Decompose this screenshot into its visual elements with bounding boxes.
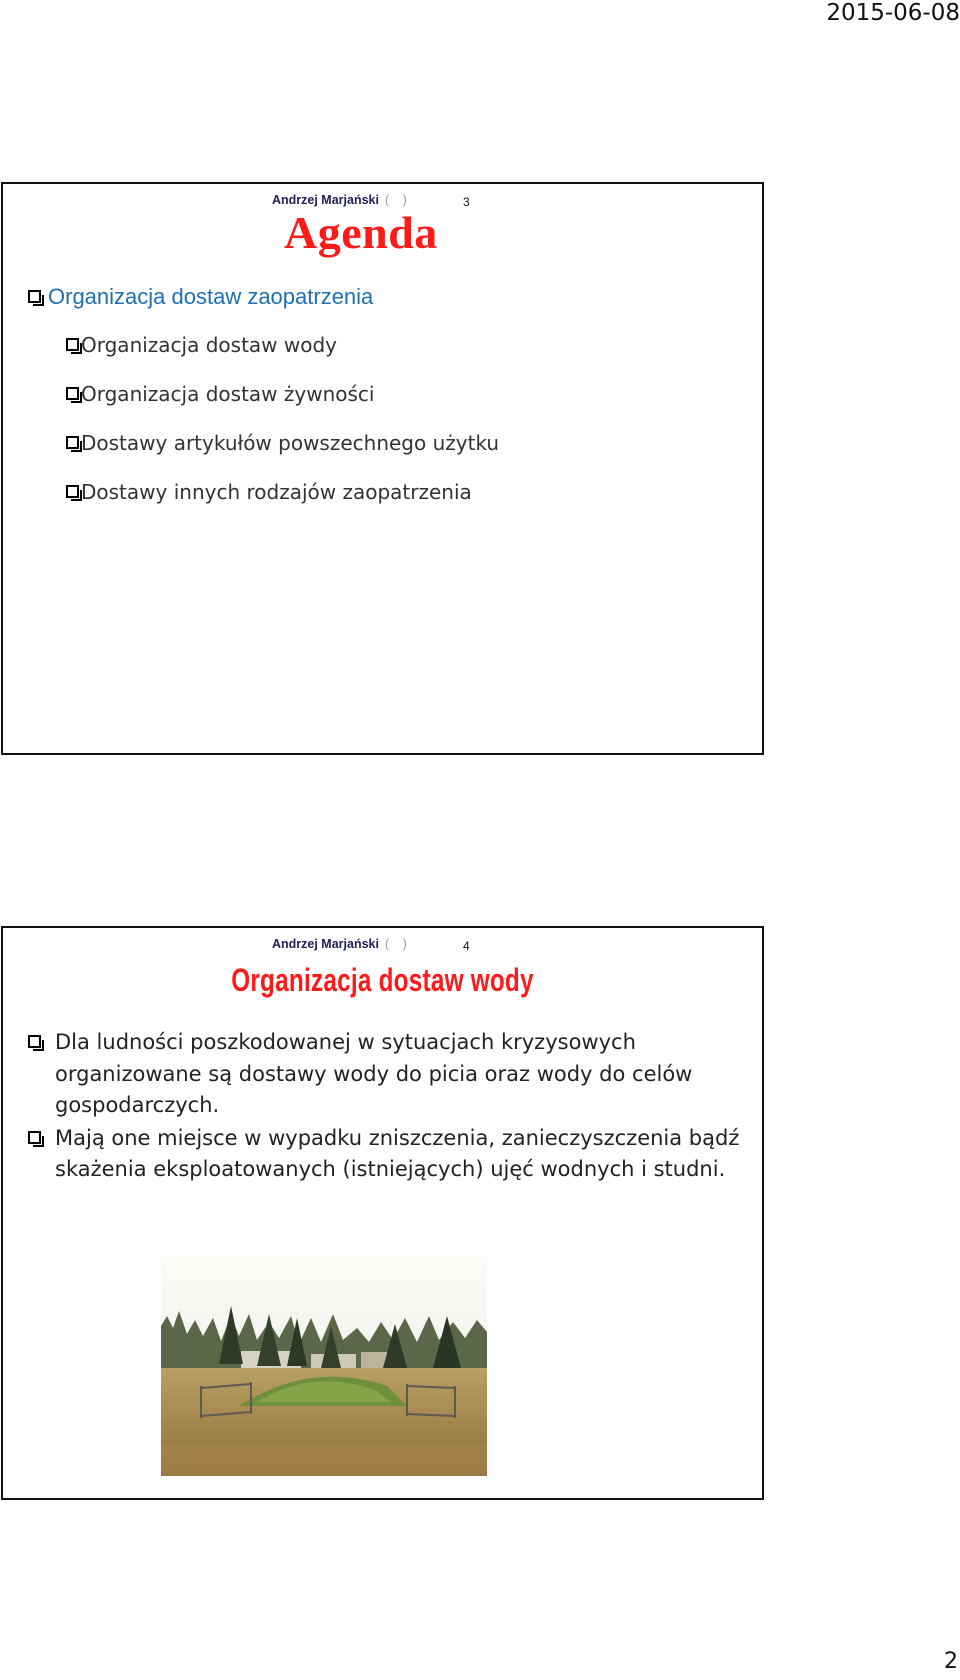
bullet-list (28, 1027, 748, 1187)
checkbox-bullet-icon (66, 338, 79, 351)
agenda-sub-item: Organizacja dostaw żywności (66, 381, 499, 430)
water-intake-photo (161, 1256, 487, 1476)
checkbox-bullet-icon (28, 290, 41, 303)
page-number: 2 (944, 1649, 958, 1674)
slide-4 (1, 926, 764, 1500)
agenda-sub-item: Dostawy innych rodzajów zaopatrzenia (66, 479, 499, 528)
checkbox-bullet-icon (66, 387, 79, 400)
slide-number: 4 (463, 939, 470, 953)
bullet-item: Mają one miejsce w wypadku zniszczenia, zanieczyszczenia bądź skażenia eksploatowanych (istniejących) ujęć wodnych i studni. (28, 1123, 748, 1186)
slide-author: Andrzej Marjański ( ) (272, 193, 412, 207)
agenda-main-item: Organizacja dostaw zaopatrzenia (28, 284, 373, 310)
slide-title: Organizacja dostaw wody (231, 962, 534, 998)
checkbox-bullet-icon (66, 485, 79, 498)
slide-number: 3 (463, 195, 470, 209)
slide-title: Agenda (284, 207, 438, 258)
checkbox-bullet-icon (28, 1035, 41, 1048)
author-paren: ( ) (384, 193, 412, 207)
agenda-sub-item: Dostawy artykułów powszechnego użytku (66, 430, 499, 479)
agenda-sub-list (66, 332, 499, 528)
author-paren: ( ) (384, 937, 412, 951)
checkbox-bullet-icon (66, 436, 79, 449)
agenda-sub-item: Organizacja dostaw wody (66, 332, 499, 381)
page-date: 2015-06-08 (826, 0, 960, 26)
slide-header (3, 933, 762, 957)
slide-3 (1, 182, 764, 755)
bullet-item: Dla ludności poszkodowanej w sytuacjach kryzysowych organizowane są dostawy wody do picia oraz wody do celów gospodarczych. (28, 1027, 748, 1122)
slide-author: Andrzej Marjański ( ) (272, 937, 412, 951)
checkbox-bullet-icon (28, 1131, 41, 1144)
